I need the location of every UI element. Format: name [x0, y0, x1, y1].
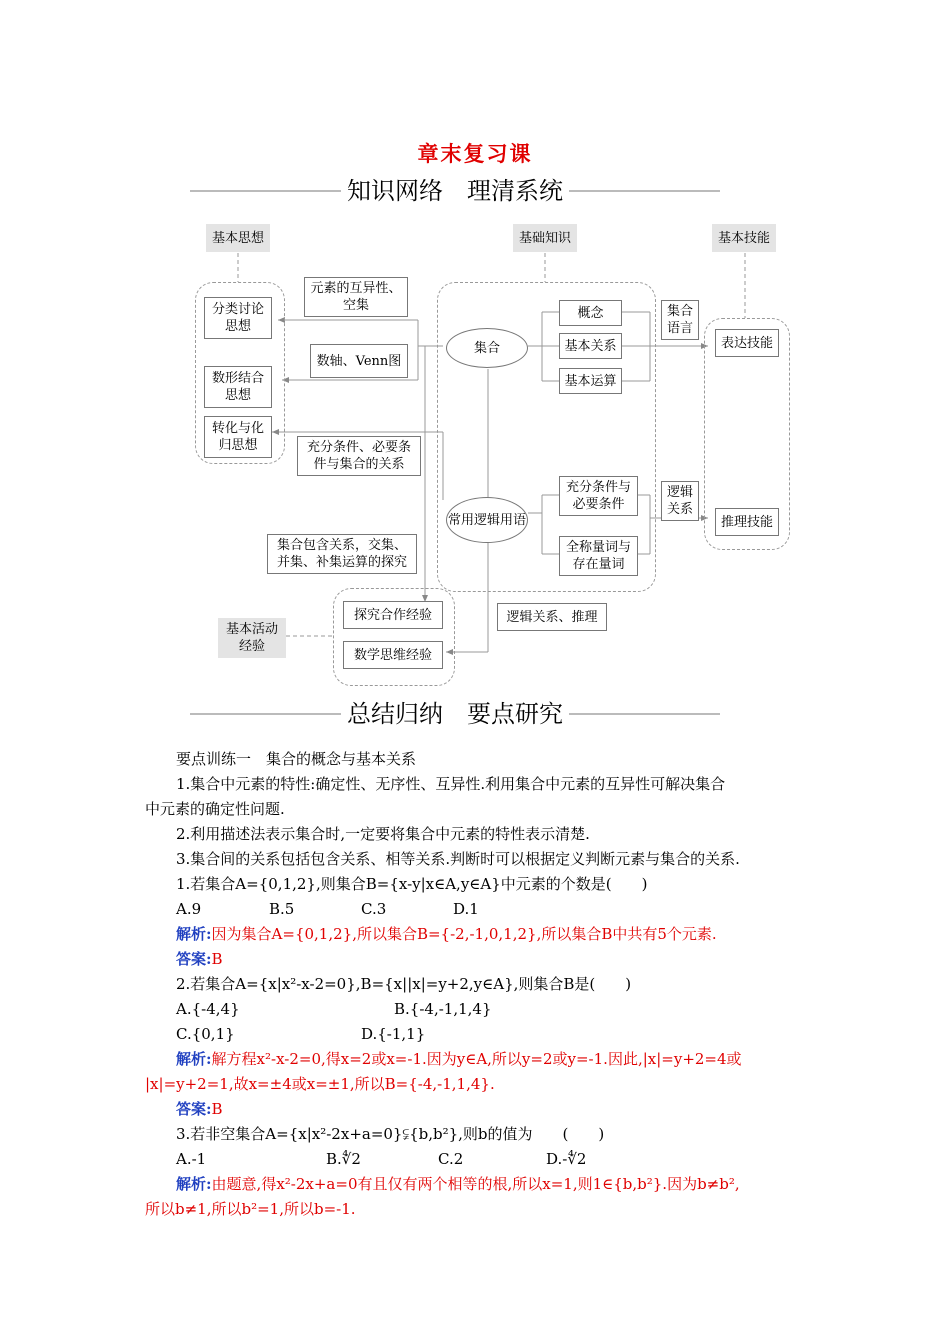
analysis-label: 解析:: [176, 1175, 212, 1193]
document-body: [145, 747, 810, 1222]
q3-analysis-line2: 所以b≠1,所以b²=1,所以b=-1.: [145, 1200, 356, 1218]
explore-experience-box: 探究合作经验: [343, 601, 443, 629]
q1-analysis: [145, 922, 810, 947]
logic-terms-node: 常用逻辑用语: [446, 497, 528, 543]
q3-stem: 3.若非空集合A={x|x²-2x+a=0}⫋{b,b²},则b的值为 ( ): [176, 1125, 605, 1143]
q3-analysis: [145, 1172, 810, 1197]
thought-number-shape: 数形结合思想: [204, 366, 272, 408]
q3-option-a: A.-1: [176, 1150, 207, 1168]
q3-option-b: B.∜2: [326, 1150, 361, 1168]
sufficient-necessary-box: 充分条件与必要条件: [559, 476, 638, 516]
basic-thoughts-label: 基本思想: [206, 224, 270, 252]
banner-text: 总结归纳 要点研究: [341, 694, 569, 729]
point-1-cont: 中元素的确定性问题.: [145, 800, 285, 818]
logic-reasoning-box: 逻辑关系、推理: [497, 603, 607, 631]
set-node: 集合: [446, 328, 528, 368]
q1-answer-value: B: [211, 950, 223, 968]
math-thinking-box: 数学思维经验: [343, 641, 443, 669]
thought-transformation: 转化与化归思想: [204, 416, 272, 458]
point-2: 2.利用描述法表示集合时,一定要将集合中元素的特性表示清楚.: [176, 825, 590, 843]
q1-option-c: C.3: [361, 900, 387, 918]
banner-text: 知识网络 理清系统: [341, 171, 569, 206]
number-axis-venn-box: 数轴、Venn图: [310, 344, 408, 378]
q2-analysis-line2: |x|=y+2=1,故x=±4或x=±1,所以B={-4,-1,1,4}.: [145, 1075, 495, 1093]
banner-summary: [190, 698, 720, 728]
concept-box: 概念: [559, 300, 622, 326]
basic-skills-label: 基本技能: [712, 224, 776, 252]
q3-option-c: C.2: [438, 1150, 464, 1168]
q2-analysis: [145, 1047, 810, 1072]
q2-option-c: C.{0,1}: [176, 1025, 235, 1043]
expression-skill-box: 表达技能: [715, 329, 779, 357]
q2-answer-value: B: [211, 1100, 223, 1118]
page-title: 章末复习课: [417, 141, 533, 166]
answer-label: 答案:: [176, 1100, 212, 1118]
inclusion-explore-box: 集合包含关系，交集、并集、补集运算的探究: [267, 534, 417, 574]
q2-option-b: B.{-4,-1,1,4}: [394, 1000, 492, 1018]
section-heading: 要点训练一 集合的概念与基本关系: [176, 750, 417, 768]
thought-classification: 分类讨论思想: [204, 297, 272, 339]
quantifiers-box: 全称量词与存在量词: [559, 536, 638, 576]
point-1: 1.集合中元素的特性:确定性、无序性、互异性.利用集合中元素的互异性可解决集合: [176, 775, 726, 793]
set-language-box: 集合语言: [661, 300, 699, 340]
q3-option-d: D.-∜2: [546, 1150, 587, 1168]
answer-label: 答案:: [176, 950, 212, 968]
q1-option-a: A.9: [176, 900, 202, 918]
logic-relation-box: 逻辑关系: [661, 481, 699, 521]
basic-knowledge-label: 基础知识: [513, 224, 577, 252]
analysis-label: 解析:: [176, 1050, 212, 1068]
sufficient-condition-relation-box: 充分条件、必要条件与集合的关系: [297, 436, 421, 476]
analysis-label: 解析:: [176, 925, 212, 943]
q3-options: [145, 1147, 810, 1172]
basic-operation-box: 基本运算: [559, 368, 622, 394]
q1-analysis-text: 因为集合A={0,1,2},所以集合B={-2,-1,0,1,2},所以集合B中共有5个元素.: [211, 925, 717, 943]
basic-activity-label: 基本活动经验: [218, 618, 286, 658]
q2-option-a: A.{-4,4}: [176, 1000, 240, 1018]
q2-stem: 2.若集合A={x|x²-x-2=0},B={x||x|=y+2,y∈A},则集合B是( ): [176, 975, 632, 993]
q1-option-d: D.1: [453, 900, 479, 918]
reasoning-skill-box: 推理技能: [715, 508, 779, 536]
q2-analysis-line1: 解方程x²-x-2=0,得x=2或x=-1.因为y∈A,所以y=2或y=-1.因此,|x|=y+2=4或: [211, 1050, 742, 1068]
element-properties-box: 元素的互异性、空集: [304, 277, 408, 317]
q2-option-d: D.{-1,1}: [361, 1025, 426, 1043]
q1-answer: [145, 947, 810, 972]
point-3: 3.集合间的关系包括包含关系、相等关系.判断时可以根据定义判断元素与集合的关系.: [176, 850, 740, 868]
q2-options-row2: [145, 1022, 810, 1047]
q3-analysis-line1: 由题意,得x²-2x+a=0有且仅有两个相等的根,所以x=1,则1∈{b,b²}.因为b≠b²,: [211, 1175, 740, 1193]
q2-options-row1: [145, 997, 810, 1022]
q1-options: [145, 897, 810, 922]
q1-option-b: B.5: [269, 900, 295, 918]
q1-stem: 1.若集合A={0,1,2},则集合B={x-y|x∈A,y∈A}中元素的个数是( ): [176, 875, 648, 893]
basic-relation-box: 基本关系: [559, 333, 622, 359]
q2-answer: [145, 1097, 810, 1122]
